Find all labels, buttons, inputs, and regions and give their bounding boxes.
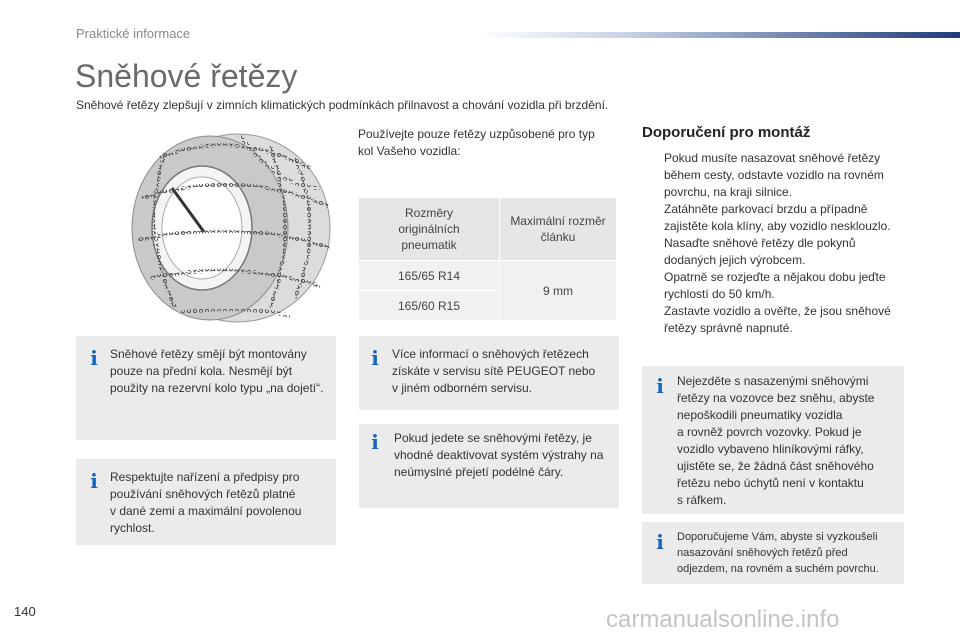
header-bar [478, 32, 960, 38]
info-box-no-snow: i Nejezděte s nasazenými sněhovými řetězy na vozovce bez sněhu, abyste nepoškodili pneumatiky vozidla a rovněž povrch vozovky. Pokud je vozidlo vybaveno hliníkovými ráfky, ujistěte se, že žádná část sněhového řetězu nebo úchytů není v kontaktu s ráfkem. [642, 366, 904, 514]
usage-note: Používejte pouze řetězy uzpůsobené pro typ kol Vašeho vozidla: [358, 127, 595, 158]
table-row-size: 165/60 R15 [359, 291, 500, 321]
mounting-steps [644, 150, 912, 337]
info-icon: i [90, 469, 98, 493]
info-icon: i [371, 346, 379, 370]
info-box-more-info: i Více informací o sněhových řetězech získáte v servisu sítě PEUGEOT nebo v jiném odborném servisu. [359, 336, 619, 410]
info-box-esp: i Pokud jedete se sněhovými řetězy, je vhodné deaktivovat systém výstrahy na neúmyslné přejetí podélné čáry. [359, 424, 619, 508]
table-max-value: 9 mm [500, 261, 617, 321]
list-item: Opatrně se rozjeďte a nějakou dobu jeďte rychlostí do 50 km/h. [664, 270, 886, 301]
chain-size-table [359, 197, 616, 320]
info-icon: i [371, 430, 379, 454]
info-icon: i [656, 374, 664, 398]
tire-chain-illustration [120, 128, 340, 328]
info-box-regulations: i Respektujte nařízení a předpisy pro používání sněhových řetězů platné v dané zemi a maximální povolenou rychlost. [76, 459, 336, 545]
table-header-tire-size: Rozměry originálních pneumatik [359, 198, 500, 261]
list-item: Nasaďte sněhové řetězy dle pokynů dodaných jejich výrobcem. [664, 236, 856, 267]
table-row-size: 165/65 R14 [359, 261, 500, 291]
list-item: Pokud musíte nasazovat sněhové řetězy během cesty, odstavte vozidlo na rovném povrchu, na kraji silnice. [664, 151, 884, 199]
page-title: Sněhové řetězy [75, 58, 298, 94]
list-item: Zatáhněte parkovací brzdu a případně zajistěte kola klíny, aby vozidlo nesklouzlo. [664, 202, 891, 233]
info-icon: i [656, 530, 664, 554]
mounting-title: Doporučení pro montáž [642, 124, 811, 141]
info-box-test-mounting: i Doporučujeme Vám, abyste si vyzkoušeli nasazování sněhových řetězů před odjezdem, na rovném a suchém povrchu. [642, 522, 904, 584]
intro-text: Sněhové řetězy zlepšují v zimních klimatických podmínkách přilnavost a chování vozidla při brzdění. [76, 98, 609, 112]
info-icon: i [90, 346, 98, 370]
table-header-max-link: Maximální rozměr článku [500, 198, 617, 261]
section-label: Praktické informace [76, 26, 191, 41]
watermark: carmanualsonline.info [606, 606, 840, 633]
info-box-front-wheels: i Sněhové řetězy smějí být montovány pouze na přední kola. Nesmějí být použity na rezervní kolo typu „na dojetí“. [76, 336, 336, 440]
page-number: 140 [14, 604, 36, 619]
list-item: Zastavte vozidlo a ověřte, že jsou sněhové řetězy správně napnuté. [664, 304, 891, 335]
